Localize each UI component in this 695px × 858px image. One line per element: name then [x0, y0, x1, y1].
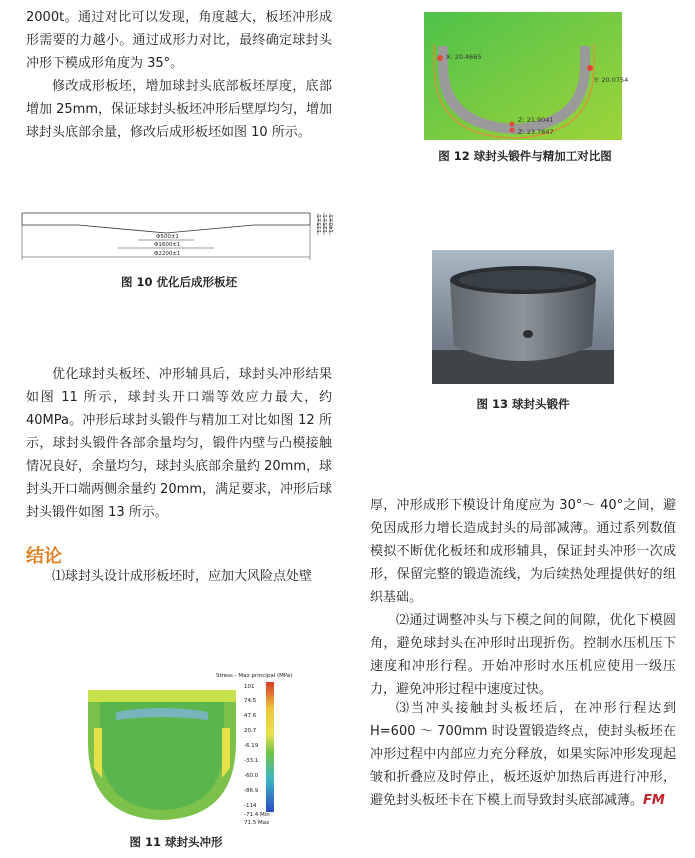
dim-2200: Φ2200±1	[154, 251, 181, 257]
label-x: X: 20.4665	[446, 53, 482, 61]
legend-value: 101	[244, 684, 255, 690]
legend-value: -114	[244, 803, 257, 809]
legend-value: -86.9	[244, 788, 259, 794]
conclusion-3-text: ⑶当冲头接触封头板坯后，在冲形行程达到 H=600 ～ 700mm 时设置锻造终点，使封头板坯在冲形过程中内部应力充分释放，如果实际冲形发现起皱和折叠应及时停止，板坯返炉加热后再进行冲形，避免封头板坯卡在下模上而导致封头底部减薄。	[370, 701, 676, 808]
conclusion-heading: 结论	[26, 546, 62, 567]
blank-drawing	[18, 205, 336, 265]
figure-11	[86, 668, 293, 828]
legend-title: Stress - Max principal (MPa)	[216, 673, 293, 679]
label-z2: Z: 23.7847	[518, 128, 554, 136]
conclusion-3	[370, 697, 676, 812]
dim-side-1: 115±1	[317, 214, 323, 233]
legend-value: -6.19	[244, 743, 259, 749]
journal-logo: FM	[643, 793, 665, 808]
figure-10-caption: 图 10 优化后成形板坯	[120, 275, 237, 289]
label-z1: Z: 21.9041	[518, 116, 554, 124]
figure-11-caption: 图 11 球封头冲形	[129, 835, 223, 849]
legend-value: 20.7	[244, 728, 257, 734]
dim-side-2: 125±1	[323, 214, 329, 233]
conclusion-2: ⑵通过调整冲头与下模之间的间隙，优化下模圆角，避免球封头在冲形时出现折伤。控制水压机压下速度和冲形行程。开始冲形时水压机应使用一级压力，避免冲形过程中速度过快。	[370, 613, 676, 697]
conclusion-1-continued: 厚，冲形成形下模设计角度应为 30°～ 40°之间，避免因成形力增长造成封头的局部减薄。通过系列数值模拟不断优化板坯和成形辅具，保证封头冲形一次成形，保留完整的锻造流线，为后续热处理提供好的组织基础。	[370, 498, 676, 605]
legend-max: 71.5 Max	[244, 820, 270, 826]
figure-10	[18, 205, 336, 265]
paragraph-intro: 2000t。通过对比可以发现，角度越大，板坯冲形成形需要的力越小。通过成形力对比，最终确定球封头冲形下模成形角度为 35°。	[26, 10, 332, 71]
paragraph-modify-blank: 修改成形板坯，增加球封头底部板坯厚度，底部增加 25mm，保证球封头板坯冲形后壁厚均匀，增加球封头底部余量，修改后成形板坯如图 10 所示。	[26, 79, 333, 140]
forging-photo	[432, 250, 614, 384]
dim-500: Φ500±1	[156, 234, 179, 240]
legend-value: 74.5	[244, 698, 257, 704]
legend-min: -71.4 Min	[244, 812, 270, 818]
figure-13-caption: 图 13 球封头锻件	[476, 397, 570, 411]
paragraph-results: 优化球封头板坯、冲形辅具后，球封头冲形结果如图 11 所示，球封头开口端等效应力最大，约 40MPa。冲形后球封头锻件与精加工对比如图 12 所示，球封头锻件各部余量均匀，锻件内壁与凸模接触情况良好，余量均匀，球封头底部余量约 20mm，球封头开口端两侧余量约 20mm，满足要求，冲形后球封头锻件如图 13 所示。	[26, 367, 333, 520]
figure-12	[424, 12, 629, 140]
conclusion-1-start: ⑴球封头设计成形板坯时，应加大风险点处壁	[52, 569, 313, 584]
figure-13	[432, 250, 614, 384]
dim-side-3: 140±1	[329, 214, 335, 233]
stress-simulation-image	[86, 668, 293, 828]
dim-1600: Φ1600±1	[154, 242, 181, 248]
legend-value: -60.0	[244, 773, 259, 779]
colorbar	[266, 682, 274, 812]
forging-comparison-image	[424, 12, 629, 140]
legend-value: 47.6	[244, 713, 257, 719]
legend-value: -33.1	[244, 758, 259, 764]
figure-12-caption: 图 12 球封头锻件与精加工对比图	[438, 149, 612, 163]
label-y: Y: 20.0754	[594, 76, 629, 84]
